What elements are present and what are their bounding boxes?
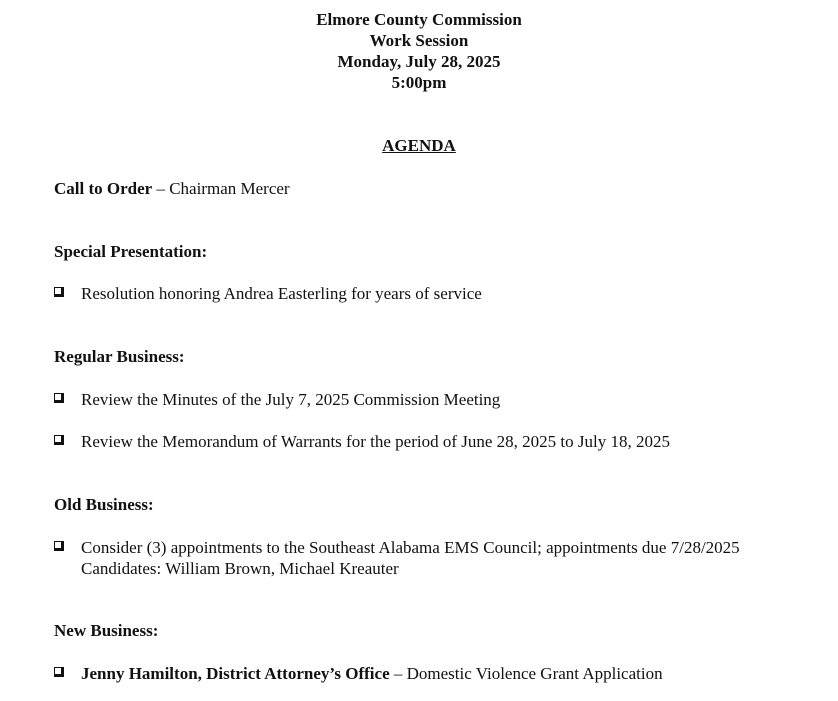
session-name: Work Session xyxy=(369,31,469,50)
item-text xyxy=(81,537,740,579)
session-date: Monday, July 28, 2025 xyxy=(337,52,501,71)
item-text: Review the Memorandum of Warrants for the period of June 28, 2025 to July 18, 2025 xyxy=(81,432,670,451)
call-to-order xyxy=(54,178,290,199)
old-business-heading: Old Business: xyxy=(54,495,154,514)
org-name: Elmore County Commission xyxy=(316,10,522,29)
item-text-rest: – Domestic Violence Grant Application xyxy=(389,664,663,683)
item-text xyxy=(81,663,663,684)
call-to-order-chair: – Chairman Mercer xyxy=(152,179,290,198)
item-text-bold: Jenny Hamilton, District Attorney’s Office xyxy=(81,664,390,683)
item-text: Review the Minutes of the July 7, 2025 Commission Meeting xyxy=(81,390,501,409)
regular-business-heading: Regular Business: xyxy=(54,347,185,366)
checkbox-bullet-icon xyxy=(54,435,64,445)
session-time: 5:00pm xyxy=(391,73,447,92)
call-to-order-label: Call to Order xyxy=(54,179,153,198)
checkbox-bullet-icon xyxy=(54,287,64,297)
checkbox-bullet-icon xyxy=(54,667,64,677)
checkbox-bullet-icon xyxy=(54,393,64,403)
document-header xyxy=(0,9,838,93)
item-text-line2: Candidates: William Brown, Michael Kreauter xyxy=(81,559,399,578)
agenda-title: AGENDA xyxy=(382,136,456,155)
item-text: Resolution honoring Andrea Easterling for years of service xyxy=(81,284,482,303)
item-text-line1: Consider (3) appointments to the Southeast Alabama EMS Council; appointments due 7/28/2025 xyxy=(81,538,740,557)
new-business-heading: New Business: xyxy=(54,621,159,640)
checkbox-bullet-icon xyxy=(54,541,64,551)
special-presentation-heading: Special Presentation: xyxy=(54,242,208,261)
